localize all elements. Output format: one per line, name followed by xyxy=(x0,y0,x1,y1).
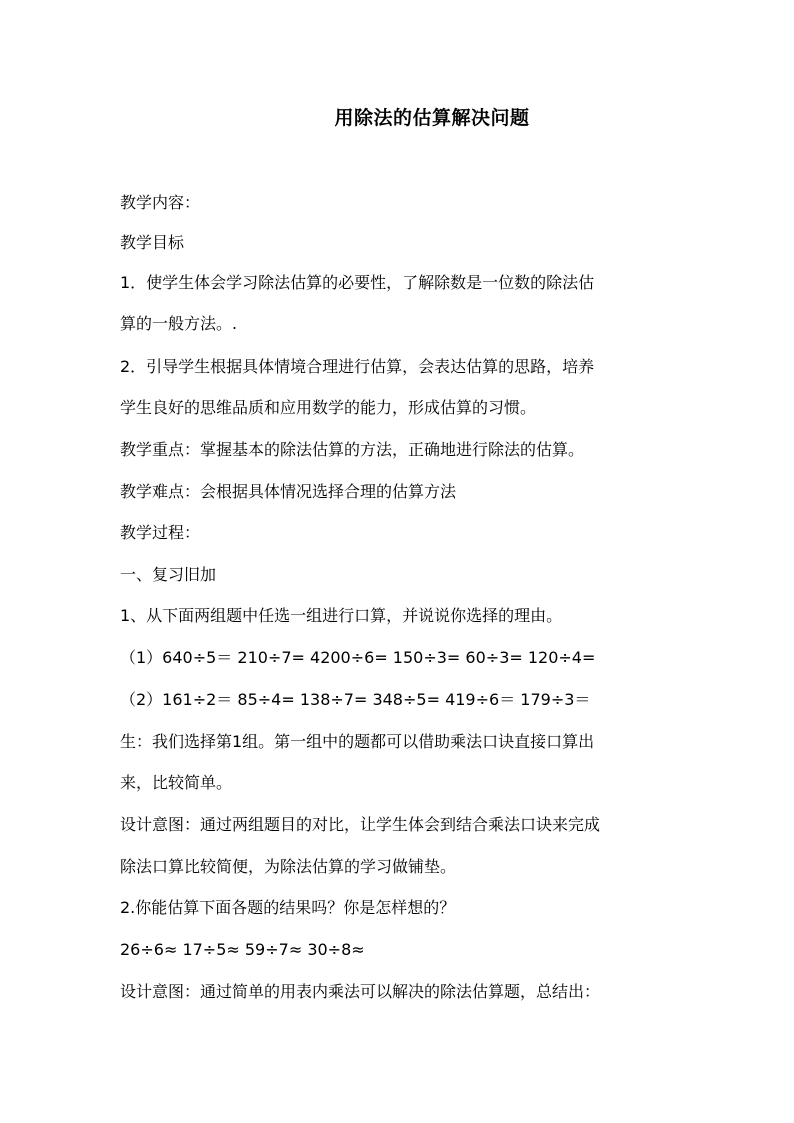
document-title: 用除法的估算解决问题 xyxy=(334,107,530,129)
design-intent-1-line-2: 除法口算比较简便，为除法估算的学习做铺垫。 xyxy=(120,857,457,876)
estimation-exercises: 26÷6≈ 17÷5≈ 59÷7≈ 30÷8≈ xyxy=(120,940,365,959)
exercise-group-1: （1）640÷5＝ 210÷7= 4200÷6= 150÷3= 60÷3= 120÷4= xyxy=(120,648,596,667)
question-1: 1、从下面两组题中任选一组进行口算，并说说你选择的理由。 xyxy=(120,606,563,625)
section-label-content: 教学内容： xyxy=(120,193,201,212)
question-2: 2.你能估算下面各题的结果吗？你是怎样想的？ xyxy=(120,898,456,917)
design-intent-2-line-1: 设计意图：通过简单的用表内乘法可以解决的除法估算题，总结出： xyxy=(120,982,601,1001)
section-label-objectives: 教学目标 xyxy=(120,233,185,252)
difficult-points: 教学难点：会根据具体情况选择合理的估算方法 xyxy=(120,482,457,501)
design-intent-1-line-1: 设计意图：通过两组题目的对比，让学生体会到结合乘法口诀来完成 xyxy=(120,815,601,834)
objective-1-line-1: 1．使学生体会学习除法估算的必要性，了解除数是一位数的除法估 xyxy=(120,273,595,292)
exercise-group-2: （2）161÷2＝ 85÷4= 138÷7= 348÷5= 419÷6＝ 179÷3＝ xyxy=(120,690,591,709)
student-answer-line-1: 生：我们选择第1组。第一组中的题都可以借助乘法口诀直接口算出 xyxy=(120,732,595,751)
objective-2-line-2: 学生良好的思维品质和应用数学的能力，形成估算的习惯。 xyxy=(120,398,537,417)
objective-2-line-1: 2．引导学生根据具体情境合理进行估算，会表达估算的思路，培养 xyxy=(120,357,595,376)
section-label-process: 教学过程： xyxy=(120,523,201,542)
review-heading: 一、复习旧加 xyxy=(120,565,217,584)
key-points: 教学重点：掌握基本的除法估算的方法，正确地进行除法的估算。 xyxy=(120,440,585,459)
objective-1-line-2: 算的一般方法。. xyxy=(120,314,238,333)
student-answer-line-2: 来，比较简单。 xyxy=(120,773,233,792)
